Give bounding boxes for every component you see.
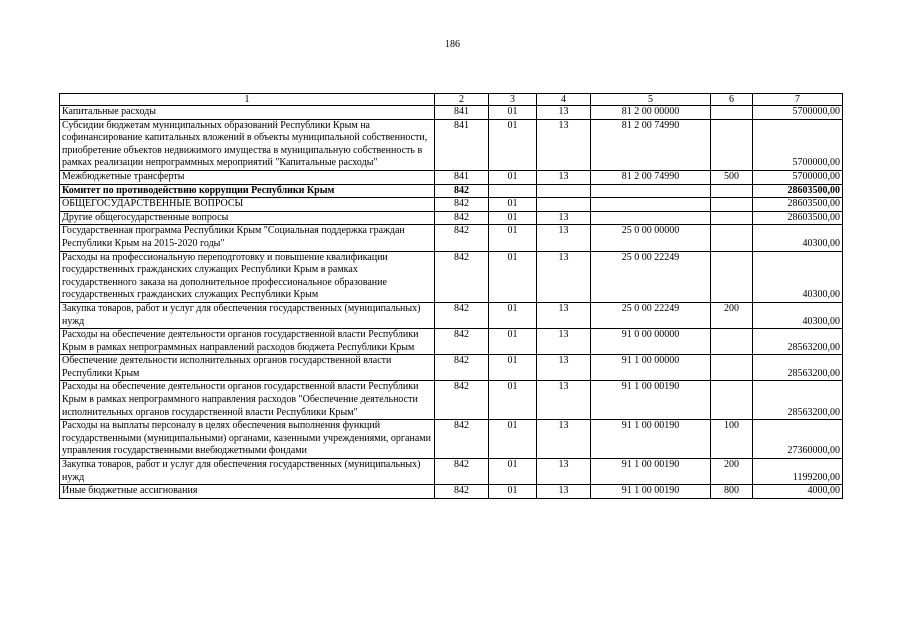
- expense-type-cell: 800: [711, 485, 753, 499]
- amount-cell: 40300,00: [753, 251, 843, 302]
- expense-type-cell: [711, 225, 753, 251]
- target-article-cell: 81 2 00 74990: [591, 119, 711, 170]
- ministry-code-cell: 842: [435, 184, 489, 198]
- table-row: [60, 106, 843, 120]
- expense-type-cell: [711, 211, 753, 225]
- expense-type-cell: 500: [711, 170, 753, 184]
- section-code-cell: 01: [489, 119, 537, 170]
- ministry-code-cell: 842: [435, 225, 489, 251]
- item-name-cell: Государственная программа Республики Крым "Социальная поддержка граждан Республики Крым на 2015-2020 годы": [60, 225, 435, 251]
- budget-table: [59, 93, 843, 499]
- ministry-code-cell: 842: [435, 211, 489, 225]
- column-header: 1: [60, 94, 435, 106]
- amount-cell: 4000,00: [753, 485, 843, 499]
- amount-cell: 28603500,00: [753, 184, 843, 198]
- expense-type-cell: [711, 251, 753, 302]
- target-article-cell: 91 1 00 00190: [591, 420, 711, 459]
- amount-cell: 28603500,00: [753, 198, 843, 212]
- section-code-cell: 01: [489, 198, 537, 212]
- section-code-cell: 01: [489, 302, 537, 328]
- expense-type-cell: [711, 355, 753, 381]
- expense-type-cell: 200: [711, 459, 753, 485]
- section-code-cell: 01: [489, 420, 537, 459]
- section-code-cell: 01: [489, 225, 537, 251]
- amount-cell: 28563200,00: [753, 355, 843, 381]
- section-code-cell: 01: [489, 381, 537, 420]
- item-name-cell: Обеспечение деятельности исполнительных органов государственной власти Республики Крым: [60, 355, 435, 381]
- amount-cell: 5700000,00: [753, 170, 843, 184]
- expense-type-cell: [711, 184, 753, 198]
- ministry-code-cell: 841: [435, 119, 489, 170]
- section-code-cell: 01: [489, 355, 537, 381]
- item-name-cell: Закупка товаров, работ и услуг для обеспечения государственных (муниципальных) нужд: [60, 302, 435, 328]
- target-article-cell: 25 0 00 22249: [591, 302, 711, 328]
- item-name-cell: Комитет по противодействию коррупции Республики Крым: [60, 184, 435, 198]
- subsection-code-cell: 13: [537, 355, 591, 381]
- subsection-code-cell: 13: [537, 459, 591, 485]
- ministry-code-cell: 841: [435, 106, 489, 120]
- item-name-cell: Межбюджетные трансферты: [60, 170, 435, 184]
- amount-cell: 5700000,00: [753, 106, 843, 120]
- column-header: 5: [591, 94, 711, 106]
- item-name-cell: Иные бюджетные ассигнования: [60, 485, 435, 499]
- amount-cell: 5700000,00: [753, 119, 843, 170]
- table-row: [60, 459, 843, 485]
- section-code-cell: 01: [489, 329, 537, 355]
- section-code-cell: [489, 184, 537, 198]
- expense-type-cell: [711, 198, 753, 212]
- item-name-cell: Расходы на обеспечение деятельности органов государственной власти Республики Крым в рамках непрограммных направлений расходов бюджета Республики Крым: [60, 329, 435, 355]
- ministry-code-cell: 842: [435, 459, 489, 485]
- table-row: [60, 119, 843, 170]
- item-name-cell: Расходы на выплаты персоналу в целях обеспечения выполнения функций государственными (муниципальными) органами, казенными учреждениями, органами управления государственными внебюджетными фондами: [60, 420, 435, 459]
- target-article-cell: 91 1 00 00190: [591, 485, 711, 499]
- ministry-code-cell: 842: [435, 198, 489, 212]
- amount-cell: 40300,00: [753, 302, 843, 328]
- item-name-cell: Капитальные расходы: [60, 106, 435, 120]
- amount-cell: 28603500,00: [753, 211, 843, 225]
- target-article-cell: [591, 184, 711, 198]
- target-article-cell: 91 1 00 00190: [591, 459, 711, 485]
- table-row: [60, 211, 843, 225]
- ministry-code-cell: 842: [435, 329, 489, 355]
- item-name-cell: ОБЩЕГОСУДАРСТВЕННЫЕ ВОПРОСЫ: [60, 198, 435, 212]
- subsection-code-cell: 13: [537, 106, 591, 120]
- column-header: 4: [537, 94, 591, 106]
- ministry-code-cell: 841: [435, 170, 489, 184]
- column-header: 6: [711, 94, 753, 106]
- ministry-code-cell: 842: [435, 355, 489, 381]
- table-row: [60, 198, 843, 212]
- table-header-row: [60, 94, 843, 106]
- subsection-code-cell: [537, 198, 591, 212]
- ministry-code-cell: 842: [435, 251, 489, 302]
- expense-type-cell: [711, 329, 753, 355]
- target-article-cell: 81 2 00 74990: [591, 170, 711, 184]
- target-article-cell: 91 0 00 00000: [591, 329, 711, 355]
- target-article-cell: [591, 198, 711, 212]
- amount-cell: 40300,00: [753, 225, 843, 251]
- target-article-cell: 91 1 00 00190: [591, 381, 711, 420]
- table-row: [60, 381, 843, 420]
- subsection-code-cell: 13: [537, 420, 591, 459]
- subsection-code-cell: 13: [537, 485, 591, 499]
- expense-type-cell: 100: [711, 420, 753, 459]
- column-header: 2: [435, 94, 489, 106]
- target-article-cell: 91 1 00 00000: [591, 355, 711, 381]
- subsection-code-cell: 13: [537, 381, 591, 420]
- target-article-cell: [591, 211, 711, 225]
- table-row: [60, 302, 843, 328]
- subsection-code-cell: [537, 184, 591, 198]
- amount-cell: 27360000,00: [753, 420, 843, 459]
- ministry-code-cell: 842: [435, 485, 489, 499]
- amount-cell: 1199200,00: [753, 459, 843, 485]
- expense-type-cell: [711, 119, 753, 170]
- target-article-cell: 81 2 00 00000: [591, 106, 711, 120]
- subsection-code-cell: 13: [537, 302, 591, 328]
- table-row: [60, 420, 843, 459]
- subsection-code-cell: 13: [537, 170, 591, 184]
- section-code-cell: 01: [489, 251, 537, 302]
- expense-type-cell: [711, 106, 753, 120]
- subsection-code-cell: 13: [537, 119, 591, 170]
- item-name-cell: Закупка товаров, работ и услуг для обеспечения государственных (муниципальных) нужд: [60, 459, 435, 485]
- table-row: [60, 225, 843, 251]
- section-code-cell: 01: [489, 459, 537, 485]
- column-header: 3: [489, 94, 537, 106]
- table-row: [60, 251, 843, 302]
- ministry-code-cell: 842: [435, 381, 489, 420]
- subsection-code-cell: 13: [537, 225, 591, 251]
- item-name-cell: Расходы на обеспечение деятельности органов государственной власти Республики Крым в рамках непрограммного направления расходов "Обеспечение деятельности исполнительных органов государственной власти Республики Крым": [60, 381, 435, 420]
- page-number: 186: [445, 39, 460, 50]
- subsection-code-cell: 13: [537, 251, 591, 302]
- section-code-cell: 01: [489, 485, 537, 499]
- amount-cell: 28563200,00: [753, 381, 843, 420]
- table-row: [60, 170, 843, 184]
- subsection-code-cell: 13: [537, 329, 591, 355]
- section-code-cell: 01: [489, 170, 537, 184]
- table-row: [60, 485, 843, 499]
- section-code-cell: 01: [489, 106, 537, 120]
- item-name-cell: Субсидии бюджетам муниципальных образований Республики Крым на софинансирование капитальных вложений в объекты муниципальной собственности, приобретение объектов недвижимого имущества в муниципальную собственность в рамках реализации непрограммных мероприятий "Капитальные расходы": [60, 119, 435, 170]
- table-row: [60, 184, 843, 198]
- target-article-cell: 25 0 00 22249: [591, 251, 711, 302]
- ministry-code-cell: 842: [435, 302, 489, 328]
- column-header: 7: [753, 94, 843, 106]
- item-name-cell: Другие общегосударственные вопросы: [60, 211, 435, 225]
- table-row: [60, 355, 843, 381]
- amount-cell: 28563200,00: [753, 329, 843, 355]
- table-row: [60, 329, 843, 355]
- section-code-cell: 01: [489, 211, 537, 225]
- ministry-code-cell: 842: [435, 420, 489, 459]
- target-article-cell: 25 0 00 00000: [591, 225, 711, 251]
- expense-type-cell: [711, 381, 753, 420]
- expense-type-cell: 200: [711, 302, 753, 328]
- item-name-cell: Расходы на профессиональную переподготовку и повышение квалификации государственных гражданских служащих Республики Крым в рамках государственного заказа на дополнительное профессиональное образование государственных гражданских служащих Республики Крым: [60, 251, 435, 302]
- subsection-code-cell: 13: [537, 211, 591, 225]
